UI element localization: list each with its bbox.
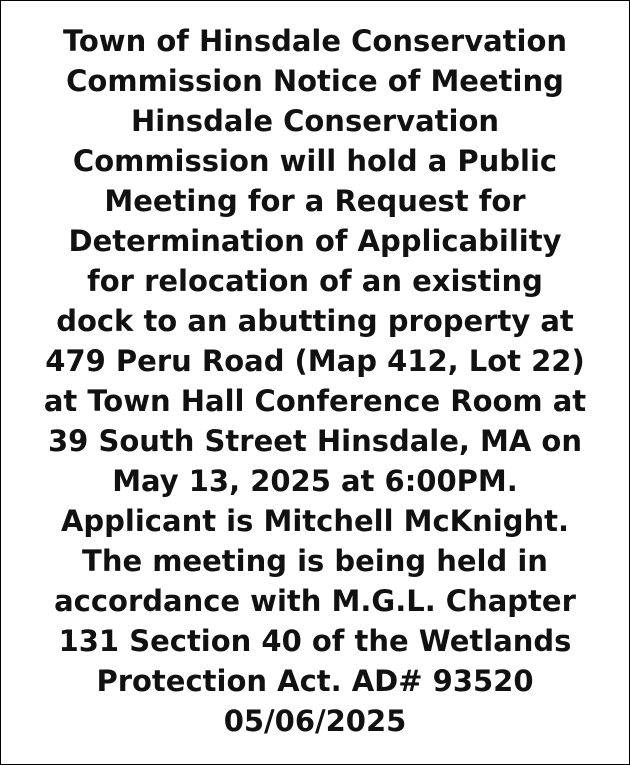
notice-line: for relocation of an existing [87, 264, 543, 298]
notice-line: 479 Peru Road (Map 412, Lot 22) [45, 344, 585, 378]
notice-line: Town of Hinsdale Conservation [62, 24, 568, 58]
notice-line: Hinsdale Conservation [130, 104, 500, 138]
notice-line: accordance with M.G.L. Chapter [54, 584, 576, 618]
notice-line: Meeting for a Request for [104, 184, 526, 218]
notice-line: at Town Hall Conference Room at [43, 384, 587, 418]
notice-line: Protection Act. AD# 93520 [96, 664, 534, 698]
notice-line: May 13, 2025 at 6:00PM. [112, 464, 518, 498]
notice-line: Commission will hold a Public [72, 144, 558, 178]
notice-line: Determination of Applicability [68, 224, 562, 258]
notice-line: 131 Section 40 of the Wetlands [58, 624, 572, 658]
notice-line: 39 South Street Hinsdale, MA on [48, 424, 582, 458]
notice-line: The meeting is being held in [82, 544, 548, 578]
notice-line: 05/06/2025 [223, 704, 407, 738]
notice-line: dock to an abutting property at [56, 304, 574, 338]
notice-line: Applicant is Mitchell McKnight. [60, 504, 570, 538]
notice-text [21, 21, 609, 741]
notice-line: Commission Notice of Meeting [66, 64, 564, 98]
